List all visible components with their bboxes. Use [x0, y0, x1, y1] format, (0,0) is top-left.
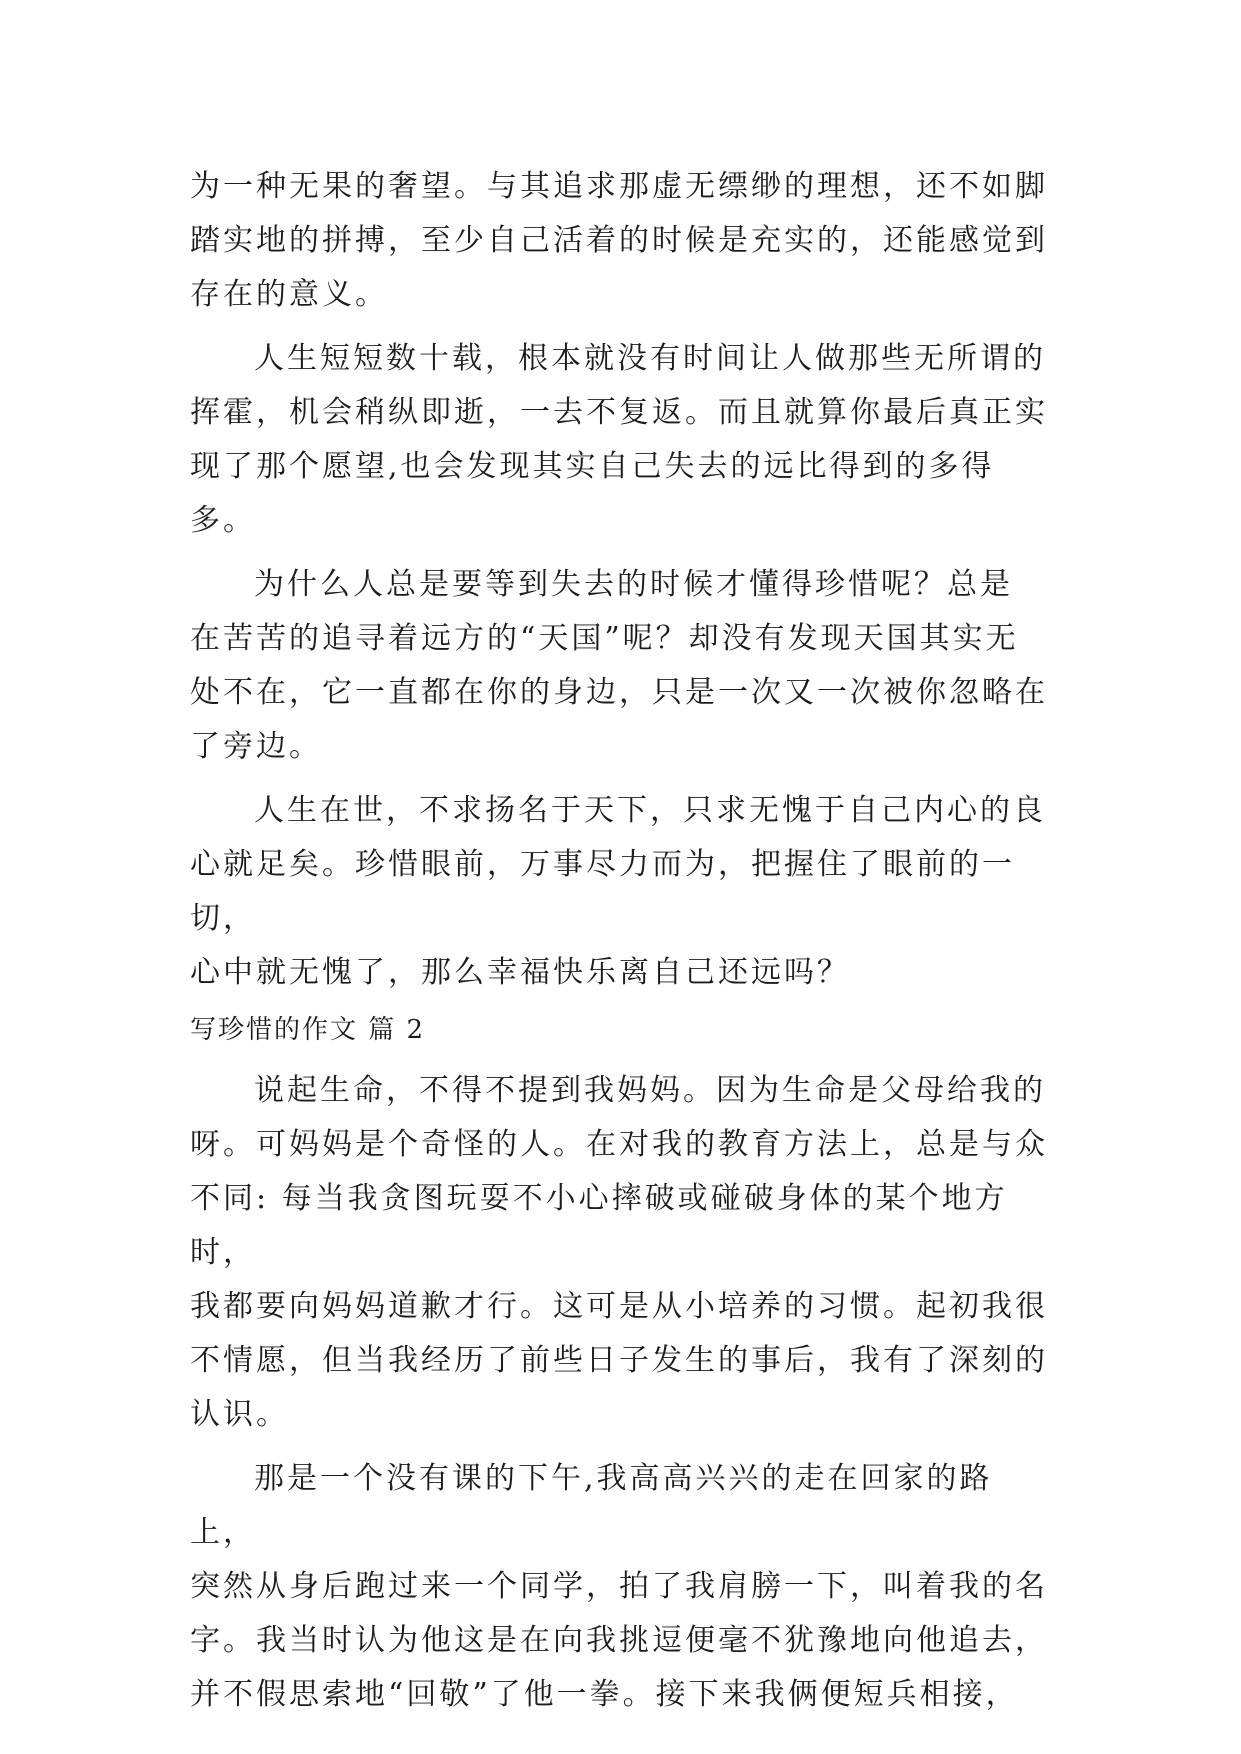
paragraph-2: 人生短短数十载，根本就没有时间让人做那些无所谓的 挥霍，机会稍纵即逝，一去不复返。而且就算你最后真正实 现了那个愿望,也会发现其实自己失去的远比得到的多得多。 [190, 341, 1048, 538]
section-heading: 写珍惜的作文 篇 2 [190, 1015, 426, 1045]
paragraph-6: 那是一个没有课的下午,我高高兴兴的走在回家的路上， 突然从身后跑过来一个同学，拍了我肩膀一下，叫着我的名 字。我当时认为他这是在向我挑逗便毫不犹豫地向他追去， 并不假思索地“回敬”了他一拳。接下来我俩便短兵相接， [190, 1461, 1048, 1712]
paragraph-5: 说起生命，不得不提到我妈妈。因为生命是父母给我的 呀。可妈妈是个奇怪的人。在对我的教育方法上，总是与众 不同: 每当我贪图玩耍不小心摔破或碰破身体的某个地方时， 我都要向妈妈道歉才行。这可是从小培养的习惯。起初我很 不情愿，但当我经历了前些日子发生的事后，我有了深刻的 认识。 [190, 1073, 1048, 1432]
paragraph-4: 人生在世，不求扬名于天下，只求无愧于自己内心的良 心就足矣。珍惜眼前，万事尽力而为，把握住了眼前的一切， 心中就无愧了，那么幸福快乐离自己还远吗？ [190, 793, 1046, 990]
paragraph-3: 为什么人总是要等到失去的时候才懂得珍惜呢？总是 在苦苦的追寻着远方的“天国”呢？却没有发现天国其实无 处不在，它一直都在你的身边，只是一次又一次被你忽略在 了旁边。 [190, 567, 1048, 764]
document-body [190, 160, 1050, 1732]
paragraph-1: 为一种无果的奢望。与其追求那虚无缥缈的理想，还不如脚 踏实地的拼搏，至少自己活着的时候是充实的，还能感觉到 存在的意义。 [190, 169, 1048, 312]
